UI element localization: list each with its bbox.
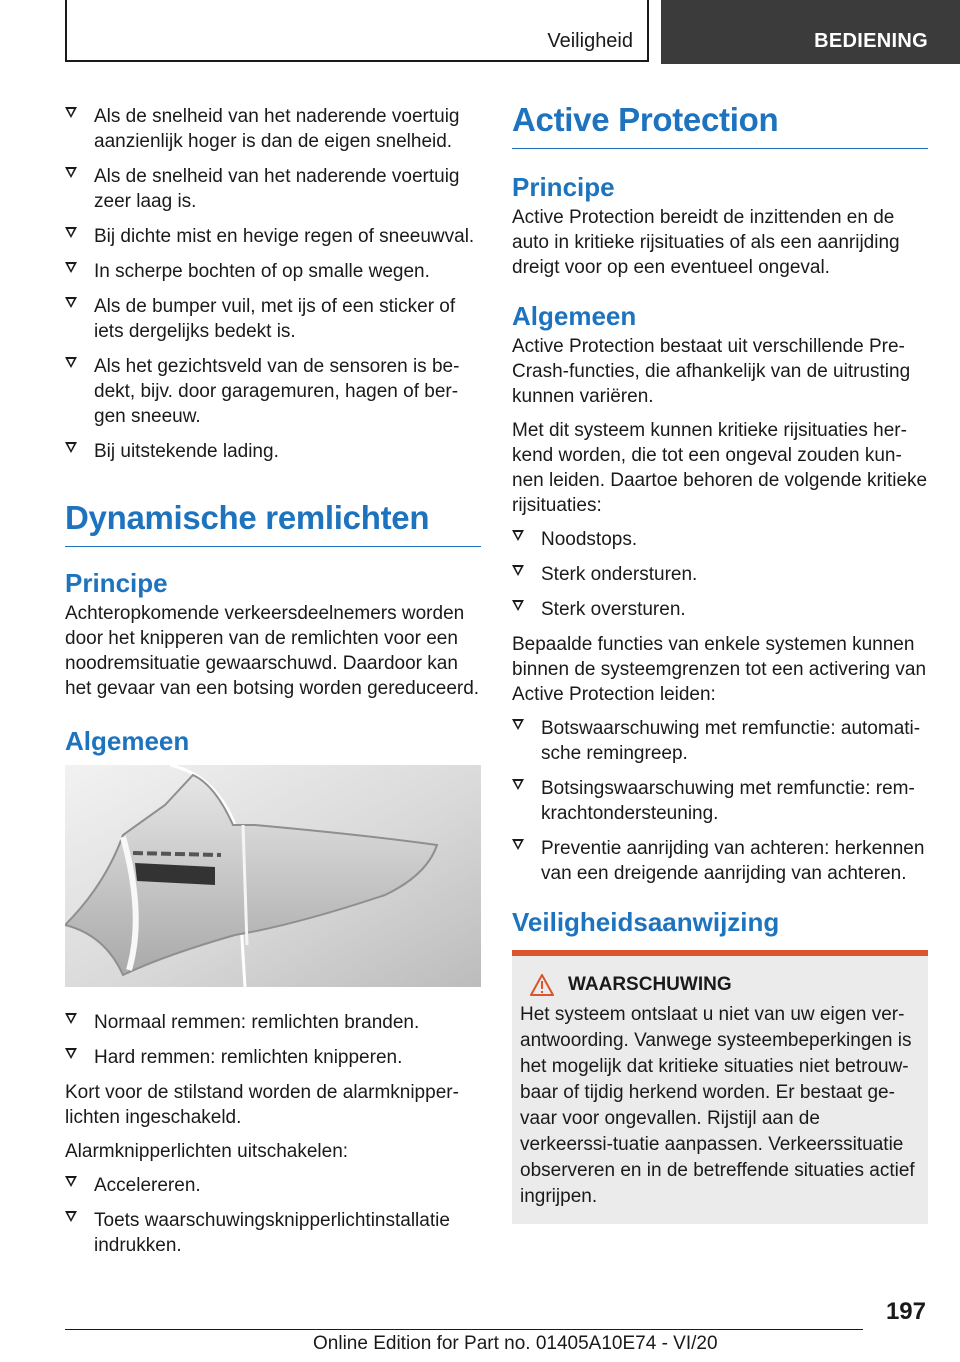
bullet-triangle-icon [65, 1013, 77, 1024]
bullet-triangle-icon [512, 839, 524, 850]
list-item: Hard remmen: remlichten knipperen. [65, 1045, 481, 1070]
heading-algemeen-right: Algemeen [512, 301, 637, 331]
bullet-triangle-icon [65, 227, 77, 238]
system-functions-list [512, 716, 928, 886]
page-number: 197 [885, 1298, 926, 1325]
bullet-triangle-icon [65, 107, 77, 118]
header-chapter-box [661, 0, 960, 64]
list-item: Als de snelheid van het naderende voertuig aanzienlijk hoger is dan de eigen snelheid. [65, 104, 481, 154]
brake-behaviour-list [65, 1010, 481, 1070]
list-item: Toets waarschuwingsknipperlichtinstallatie indrukken. [65, 1208, 481, 1258]
list-item: Als de snelheid van het naderende voertuig zeer laag is. [65, 164, 481, 214]
right-column [512, 100, 928, 1224]
bullet-triangle-icon [512, 600, 524, 611]
list-item: Noodstops. [512, 527, 928, 552]
bullet-triangle-icon [512, 719, 524, 730]
bullet-triangle-icon [512, 779, 524, 790]
critical-situations-list [512, 527, 928, 622]
list-item: Sterk ondersturen. [512, 562, 928, 587]
bullet-triangle-icon [65, 1176, 77, 1187]
list-item: Bij uitstekende lading. [65, 439, 481, 464]
activation-text: Bepaalde functies van enkele systemen kunnen binnen de systeemgrenzen tot een activering van Active Protection leiden: [512, 634, 927, 705]
list-item: Preventie aanrijding van achteren: herkennen van een dreigende aanrijding van achteren. [512, 836, 928, 886]
algemeen-text-1: Active Protection bestaat uit verschillende Pre-Crash-functies, die afhankelijk van de uitrusting kunnen variëren. [512, 336, 911, 407]
bullet-triangle-icon [65, 442, 77, 453]
list-item: Botsingswaarschuwing met remfunctie: rem‐krachtondersteuning. [512, 776, 928, 826]
list-item: Sterk oversturen. [512, 597, 928, 622]
warning-title: WAARSCHUWING [568, 974, 732, 995]
list-item: Accelereren. [65, 1173, 481, 1198]
list-item: Als het gezichtsveld van de sensoren is be‐dekt, bijv. door garagemuren, hagen of ber‐gen sneeuw. [65, 354, 481, 429]
bullet-triangle-icon [65, 1211, 77, 1222]
heading-principe-right: Principe [512, 172, 615, 202]
warning-header [520, 974, 918, 996]
switch-off-list [65, 1173, 481, 1258]
footer-divider [65, 1329, 863, 1330]
algemeen-text-2: Met dit systeem kunnen kritieke rijsituaties her‐kend worden, die tot een ongeval zouden kun‐nen leiden. Daartoe behoren de volgende kritieke rijsituaties: [512, 420, 928, 516]
brake-light-illustration [65, 765, 481, 987]
heading-safety-note: Veiligheidsaanwijzing [512, 907, 780, 937]
bullet-triangle-icon [512, 565, 524, 576]
list-item: Als de bumper vuil, met ijs of een sticker of iets dergelijks bedekt is. [65, 294, 481, 344]
principe-text-left: Achteropkomende verkeersdeelnemers worden door het knipperen van de remlichten voor een noodremsituatie gewaarschuwd. Daardoor kan het gevaar van een botsing worden gereduceerd. [65, 603, 480, 699]
header-chapter-label: BEDIENING [814, 30, 928, 52]
page-header [0, 0, 960, 66]
section-title-active-protection: Active Protection [512, 100, 928, 149]
warning-text: Het systeem ontslaat u niet van uw eigen ver‐antwoording. Vanwege systeembeperkingen is het mogelijk dat kritieke situaties niet betrouw‐baar of tijdig herkend worden. Er bestaat ge‐vaar voor ongevallen. Rijstijl aan de verkeerssi‐tuatie aanpassen. Verkeerssituatie observeren en in de betreffende situaties actief ingrijpen. [520, 1004, 915, 1207]
list-item: Normaal remmen: remlichten branden. [65, 1010, 481, 1035]
limitations-list [65, 104, 481, 464]
bullet-triangle-icon [65, 167, 77, 178]
heading-algemeen-left: Algemeen [65, 726, 190, 756]
principe-text-right: Active Protection bereidt de inzittenden en de auto in kritieke rijsituaties of als een aanrijding dreigt voor op een eventueel ongeval. [512, 207, 900, 278]
bullet-triangle-icon [65, 357, 77, 368]
list-item: Botswaarschuwing met remfunctie: automati‐sche remingreep. [512, 716, 928, 766]
bullet-triangle-icon [512, 530, 524, 541]
bullet-triangle-icon [65, 262, 77, 273]
bullet-triangle-icon [65, 297, 77, 308]
heading-principe-left: Principe [65, 568, 168, 598]
header-section-label: Veiligheid [547, 30, 633, 52]
list-item: Bij dichte mist en hevige regen of sneeuwval. [65, 224, 481, 249]
bullet-triangle-icon [65, 1048, 77, 1059]
warning-triangle-icon [530, 974, 554, 996]
list-item: In scherpe bochten of op smalle wegen. [65, 259, 481, 284]
switch-off-intro-text: Alarmknipperlichten uitschakelen: [65, 1141, 349, 1162]
footer-edition-text: Online Edition for Part no. 01405A10E74 - VI/20 [313, 1333, 718, 1354]
header-section-box [65, 0, 649, 62]
warning-box [512, 950, 928, 1224]
hazard-lights-text: Kort voor de stilstand worden de alarmknipper‐lichten ingeschakeld. [65, 1082, 459, 1128]
left-column [65, 100, 481, 1268]
section-title-dynamic-brake-lights: Dynamische remlichten [65, 498, 481, 547]
